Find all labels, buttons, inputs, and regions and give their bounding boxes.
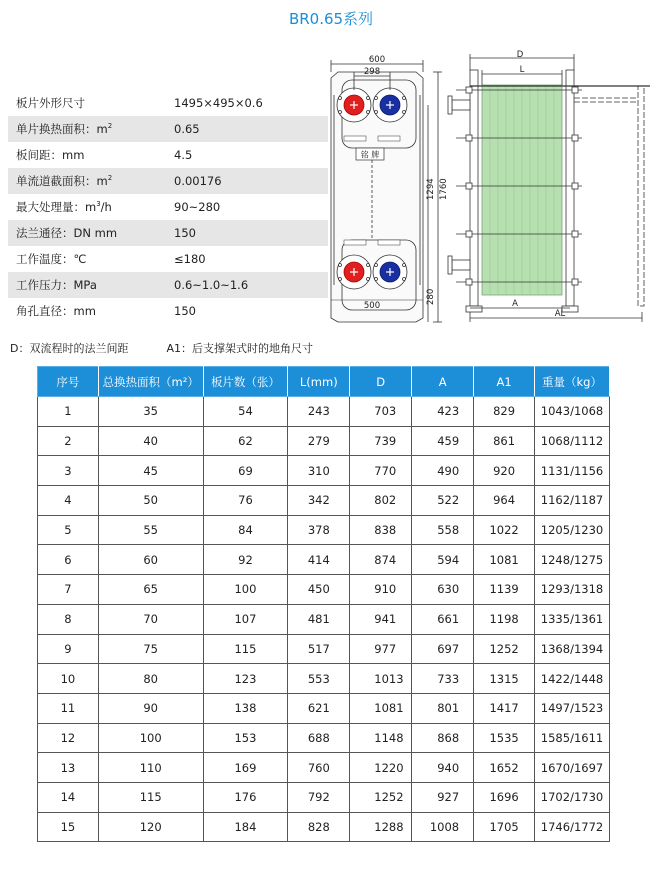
spec-value: 150: [174, 304, 196, 318]
table-cell: 490: [412, 456, 474, 486]
table-cell: 1315: [474, 664, 535, 694]
table-cell: 1205/1230: [535, 515, 610, 545]
table-cell: 1417: [474, 693, 535, 723]
column-header: 总换热面积（m²）: [98, 367, 203, 397]
table-cell: 829: [474, 397, 535, 427]
column-header: A1: [474, 367, 535, 397]
table-cell: 838: [350, 515, 412, 545]
dim-298: 298: [363, 67, 381, 77]
column-header: A: [412, 367, 474, 397]
table-cell: 621: [288, 693, 350, 723]
table-cell: 10: [38, 664, 99, 694]
table-cell: 107: [203, 604, 288, 634]
table-cell: 75: [98, 634, 203, 664]
dim-1760: 1760: [439, 178, 449, 200]
dim-1294: 1294: [426, 178, 436, 200]
table-row: [38, 426, 610, 456]
table-cell: 1148: [350, 723, 412, 753]
note-a1: A1：后支撑架式时的地角尺寸: [166, 342, 314, 355]
table-cell: 123: [203, 664, 288, 694]
table-cell: 11: [38, 693, 99, 723]
table-row: [38, 693, 610, 723]
table-cell: 279: [288, 426, 350, 456]
table-cell: 977: [350, 634, 412, 664]
spec-row: [8, 116, 328, 142]
table-row: [38, 782, 610, 812]
table-cell: 6: [38, 545, 99, 575]
table-cell: 310: [288, 456, 350, 486]
table-cell: 54: [203, 397, 288, 427]
dim-280: 280: [426, 288, 436, 305]
column-header: D: [350, 367, 412, 397]
spec-row: [8, 246, 328, 272]
table-row: [38, 604, 610, 634]
table-cell: 1422/1448: [535, 664, 610, 694]
spec-label: 单流道截面积：$m^2$: [16, 174, 113, 188]
table-row: [38, 634, 610, 664]
dim-600: 600: [368, 55, 386, 65]
table-cell: 80: [98, 664, 203, 694]
table-cell: 688: [288, 723, 350, 753]
table-cell: 1043/1068: [535, 397, 610, 427]
table-cell: 60: [98, 545, 203, 575]
table-cell: 868: [412, 723, 474, 753]
spec-value: ≤180: [174, 252, 206, 266]
table-cell: 481: [288, 604, 350, 634]
table-cell: 1497/1523: [535, 693, 610, 723]
table-cell: 15: [38, 812, 99, 842]
table-cell: 35: [98, 397, 203, 427]
table-cell: 100: [98, 723, 203, 753]
table-cell: 1162/1187: [535, 486, 610, 516]
table-cell: 792: [288, 782, 350, 812]
column-header: 板片数（张）: [203, 367, 288, 397]
table-cell: 661: [412, 604, 474, 634]
table-cell: 100: [203, 575, 288, 605]
table-body: [38, 397, 610, 842]
table-cell: 874: [350, 545, 412, 575]
table-cell: 941: [350, 604, 412, 634]
spec-row: [8, 168, 328, 194]
table-cell: 5: [38, 515, 99, 545]
table-cell: 4: [38, 486, 99, 516]
table-cell: 1288: [350, 812, 412, 842]
table-cell: 1293/1318: [535, 575, 610, 605]
table-cell: 1368/1394: [535, 634, 610, 664]
spec-row: [8, 272, 328, 298]
table-cell: 92: [203, 545, 288, 575]
table-cell: 2: [38, 426, 99, 456]
table-cell: 1585/1611: [535, 723, 610, 753]
table-cell: 3: [38, 456, 99, 486]
table-cell: 828: [288, 812, 350, 842]
table-cell: 802: [350, 486, 412, 516]
table-cell: 964: [474, 486, 535, 516]
table-cell: 1013: [350, 664, 412, 694]
spec-list: [8, 90, 328, 324]
table-row: [38, 397, 610, 427]
table-cell: 414: [288, 545, 350, 575]
table-cell: 1705: [474, 812, 535, 842]
table-cell: 517: [288, 634, 350, 664]
table-cell: 13: [38, 753, 99, 783]
table-cell: 45: [98, 456, 203, 486]
table-cell: 1220: [350, 753, 412, 783]
table-row: [38, 486, 610, 516]
table-cell: 378: [288, 515, 350, 545]
table-cell: 184: [203, 812, 288, 842]
table-cell: 1: [38, 397, 99, 427]
table-cell: 1746/1772: [535, 812, 610, 842]
table-cell: 770: [350, 456, 412, 486]
table-cell: 40: [98, 426, 203, 456]
table-cell: 630: [412, 575, 474, 605]
table-cell: 1252: [350, 782, 412, 812]
table-cell: 84: [203, 515, 288, 545]
table-cell: 1081: [474, 545, 535, 575]
spec-row: [8, 90, 328, 116]
spec-value: 0.00176: [174, 174, 222, 188]
table-cell: 70: [98, 604, 203, 634]
table-cell: 697: [412, 634, 474, 664]
table-cell: 703: [350, 397, 412, 427]
table-cell: 8: [38, 604, 99, 634]
table-cell: 920: [474, 456, 535, 486]
table-cell: 1535: [474, 723, 535, 753]
table-cell: 1022: [474, 515, 535, 545]
spec-label: 工作温度：℃: [16, 252, 87, 266]
table-cell: 69: [203, 456, 288, 486]
table-cell: 120: [98, 812, 203, 842]
table-cell: 342: [288, 486, 350, 516]
table-cell: 1702/1730: [535, 782, 610, 812]
table-cell: 1081: [350, 693, 412, 723]
table-row: [38, 456, 610, 486]
table-cell: 423: [412, 397, 474, 427]
spec-value: 0.65: [174, 122, 200, 136]
table-row: [38, 515, 610, 545]
table-cell: 153: [203, 723, 288, 753]
table-cell: 110: [98, 753, 203, 783]
table-cell: 76: [203, 486, 288, 516]
notes: [10, 340, 313, 356]
table-cell: 450: [288, 575, 350, 605]
spec-row: [8, 194, 328, 220]
dim-D: D: [516, 50, 524, 60]
table-cell: 169: [203, 753, 288, 783]
table-cell: 14: [38, 782, 99, 812]
table-cell: 558: [412, 515, 474, 545]
table-cell: 55: [98, 515, 203, 545]
dim-500: 500: [363, 301, 381, 311]
table-row: [38, 664, 610, 694]
table-cell: 1335/1361: [535, 604, 610, 634]
table-cell: 243: [288, 397, 350, 427]
spec-label: 角孔直径：mm: [16, 304, 96, 318]
specification-table: [37, 366, 610, 842]
spec-label: 板间距：mm: [16, 148, 85, 162]
table-cell: 459: [412, 426, 474, 456]
table-cell: 1670/1697: [535, 753, 610, 783]
table-cell: 62: [203, 426, 288, 456]
table-cell: 1198: [474, 604, 535, 634]
table-cell: 115: [203, 634, 288, 664]
column-header: L(mm): [288, 367, 350, 397]
spec-value: 4.5: [174, 148, 193, 162]
table-cell: 50: [98, 486, 203, 516]
table-cell: 739: [350, 426, 412, 456]
table-cell: 1139: [474, 575, 535, 605]
spec-label: 法兰通径：DN mm: [16, 226, 118, 240]
nameplate-label: 铭 牌: [360, 150, 380, 160]
table-cell: 553: [288, 664, 350, 694]
page-title: BR0.65系列: [288, 10, 374, 28]
table-cell: 1696: [474, 782, 535, 812]
table-cell: 12: [38, 723, 99, 753]
table-cell: 90: [98, 693, 203, 723]
dim-AL: AL: [554, 309, 566, 319]
table-cell: 927: [412, 782, 474, 812]
table-cell: 1131/1156: [535, 456, 610, 486]
spec-row: [8, 220, 328, 246]
table-row: [38, 812, 610, 842]
spec-label: 工作压力：MPa: [16, 278, 97, 292]
spec-value: 90~280: [174, 200, 221, 214]
spec-value: 0.6~1.0~1.6: [174, 278, 249, 292]
table-cell: 1008: [412, 812, 474, 842]
table-cell: 138: [203, 693, 288, 723]
table-cell: 522: [412, 486, 474, 516]
table-cell: 760: [288, 753, 350, 783]
table-cell: 910: [350, 575, 412, 605]
table-cell: 861: [474, 426, 535, 456]
spec-value: 150: [174, 226, 196, 240]
table-cell: 1248/1275: [535, 545, 610, 575]
table-row: [38, 753, 610, 783]
table-cell: 733: [412, 664, 474, 694]
table-row: [38, 545, 610, 575]
table-header-row: [38, 367, 610, 397]
table-cell: 1068/1112: [535, 426, 610, 456]
spec-label: 板片外形尺寸: [16, 96, 85, 110]
table-cell: 801: [412, 693, 474, 723]
dim-A: A: [512, 299, 518, 309]
spec-row: [8, 142, 328, 168]
table-row: [38, 723, 610, 753]
table-cell: 115: [98, 782, 203, 812]
spec-row: [8, 298, 328, 324]
table-cell: 940: [412, 753, 474, 783]
column-header: 重量（kg）: [535, 367, 610, 397]
table-cell: 594: [412, 545, 474, 575]
table-cell: 7: [38, 575, 99, 605]
table-cell: 1652: [474, 753, 535, 783]
table-cell: 1252: [474, 634, 535, 664]
dim-L: L: [519, 65, 525, 75]
table-cell: 176: [203, 782, 288, 812]
spec-value: 1495×495×0.6: [174, 96, 263, 110]
spec-label: 最大处理量：$m^3/h$: [16, 200, 112, 214]
technical-drawing: [320, 50, 662, 325]
table-row: [38, 575, 610, 605]
note-d: D：双流程时的法兰间距: [10, 342, 129, 355]
table-cell: 9: [38, 634, 99, 664]
table-cell: 65: [98, 575, 203, 605]
spec-label: 单片换热面积：$m^2$: [16, 122, 113, 136]
column-header: 序号: [38, 367, 99, 397]
